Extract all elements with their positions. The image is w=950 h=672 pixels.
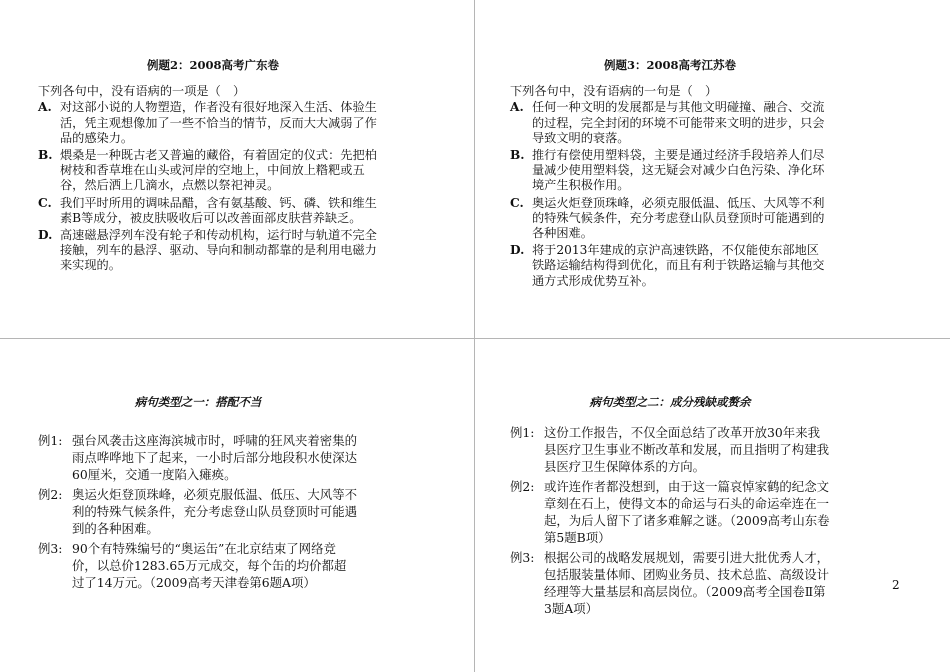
example-text: 根据公司的战略发展规划，需要引进大批优秀人才，包括服装量体师、团购业务员、技术总监、高级设计经理等大量基层和高层岗位。（2009高考全国卷Ⅱ第3题A项） <box>544 550 829 617</box>
option-letter: A. <box>510 100 524 115</box>
option-b <box>510 148 830 194</box>
slide-example-2 <box>38 58 388 276</box>
option-text: 我们平时所用的调味品醋，含有氨基酸、钙、磷、铁和维生素B等成分，被皮肤吸收后可以改善面部皮肤营养缺乏。 <box>60 195 377 225</box>
option-b <box>38 148 388 194</box>
example-2 <box>38 486 358 537</box>
example-3 <box>510 549 830 617</box>
vertical-divider <box>474 0 475 672</box>
example-label: 例2: <box>38 487 63 503</box>
slide-title: 病句类型之一：搭配不当 <box>134 395 262 409</box>
slide-example-3 <box>510 58 830 291</box>
slide-title: 病句类型之二：成分残缺或赘余 <box>589 395 751 409</box>
option-letter: C. <box>510 195 524 210</box>
option-c <box>38 196 388 226</box>
slide-title: 例题2：2008高考广东卷 <box>146 58 279 72</box>
option-letter: C. <box>38 195 52 210</box>
example-2 <box>510 478 830 546</box>
option-c <box>510 196 830 242</box>
example-1 <box>510 424 830 475</box>
option-text: 推行有偿使用塑料袋，主要是通过经济手段培养人们尽量减少使用塑料袋，这无疑会对减少白色污染、净化环境产生积极作用。 <box>532 148 825 193</box>
example-text: 这份工作报告，不仅全面总结了改革开放30年来我县医疗卫生事业不断改革和发展，而且指明了构建我县医疗卫生保障体系的方向。 <box>544 425 829 475</box>
question-text: 下列各句中，没有语病的一句是（ ） <box>510 84 718 99</box>
option-letter: A. <box>38 100 52 115</box>
option-text: 煨桑是一种既古老又普遍的藏俗，有着固定的仪式：先把柏树枝和香草堆在山头或河岸的空地上，中间放上糌粑或五谷，然后洒上几滴水，点燃以祭祀神灵。 <box>60 148 377 193</box>
example-label: 例1: <box>510 425 535 441</box>
slide-type-2 <box>510 395 830 620</box>
option-d <box>510 243 830 289</box>
option-text: 奥运火炬登顶珠峰，必须克服低温、低压、大风等不利的特殊气候条件，充分考虑登山队员登顶时可能遇到的各种困难。 <box>532 195 825 241</box>
slide-type-1 <box>38 395 358 594</box>
option-letter: D. <box>38 228 53 243</box>
example-text: 90个有特殊编号的“奥运缶”在北京结束了网络竞价，以总价1283.65万元成交，每个缶的均价都超过了14万元。（2009高考天津卷第6题A项） <box>72 541 347 591</box>
option-a <box>38 100 388 146</box>
example-label: 例2: <box>510 479 535 495</box>
example-label: 例1: <box>38 433 63 449</box>
option-d <box>38 228 388 274</box>
option-a <box>510 100 830 146</box>
option-text: 将于2013年建成的京沪高速铁路，不仅能使东部地区铁路运输结构得到优化，而且有利于铁路运输与其他交通方式形成优势互补。 <box>532 243 825 288</box>
horizontal-divider <box>0 338 950 339</box>
example-text: 或许连作者都没想到，由于这一篇哀悼家鹤的纪念文章刻在石上，使得文本的命运与石头的命运牵连在一起，为后人留下了诸多难解之谜。（2009高考山东卷第5题B项） <box>544 479 830 546</box>
option-text: 高速磁悬浮列车没有轮子和传动机构，运行时与轨道不完全接触，列车的悬浮、驱动、导向和制动都靠的是利用电磁力来实现的。 <box>60 228 377 273</box>
slide-title: 例题3：2008高考江苏卷 <box>603 58 736 72</box>
example-label: 例3: <box>510 550 535 566</box>
example-text: 强台风袭击这座海滨城市时，呼啸的狂风夹着密集的雨点哗哗地下了起来，一小时后部分地段积水使深达60厘米，交通一度陷入瘫痪。 <box>72 433 357 483</box>
page-number: 2 <box>892 578 900 592</box>
example-3 <box>38 540 358 591</box>
option-letter: B. <box>38 148 53 163</box>
example-label: 例3: <box>38 541 63 557</box>
option-text: 任何一种文明的发展都是与其他文明碰撞、融合、交流的过程，完全封闭的环境不可能带来文明的进步，只会导致文明的衰落。 <box>532 100 825 145</box>
question-text: 下列各句中，没有语病的一项是（ ） <box>38 84 246 99</box>
option-letter: D. <box>510 243 525 258</box>
option-text: 对这部小说的人物塑造，作者没有很好地深入生活、体验生活，凭主观想像加了一些不恰当的情节，反而大大减弱了作品的感染力。 <box>60 100 377 145</box>
option-letter: B. <box>510 148 525 163</box>
example-1 <box>38 432 358 483</box>
example-text: 奥运火炬登顶珠峰，必须克服低温、低压、大风等不利的特殊气候条件，充分考虑登山队员登顶时可能遇到的各种困难。 <box>72 487 357 537</box>
